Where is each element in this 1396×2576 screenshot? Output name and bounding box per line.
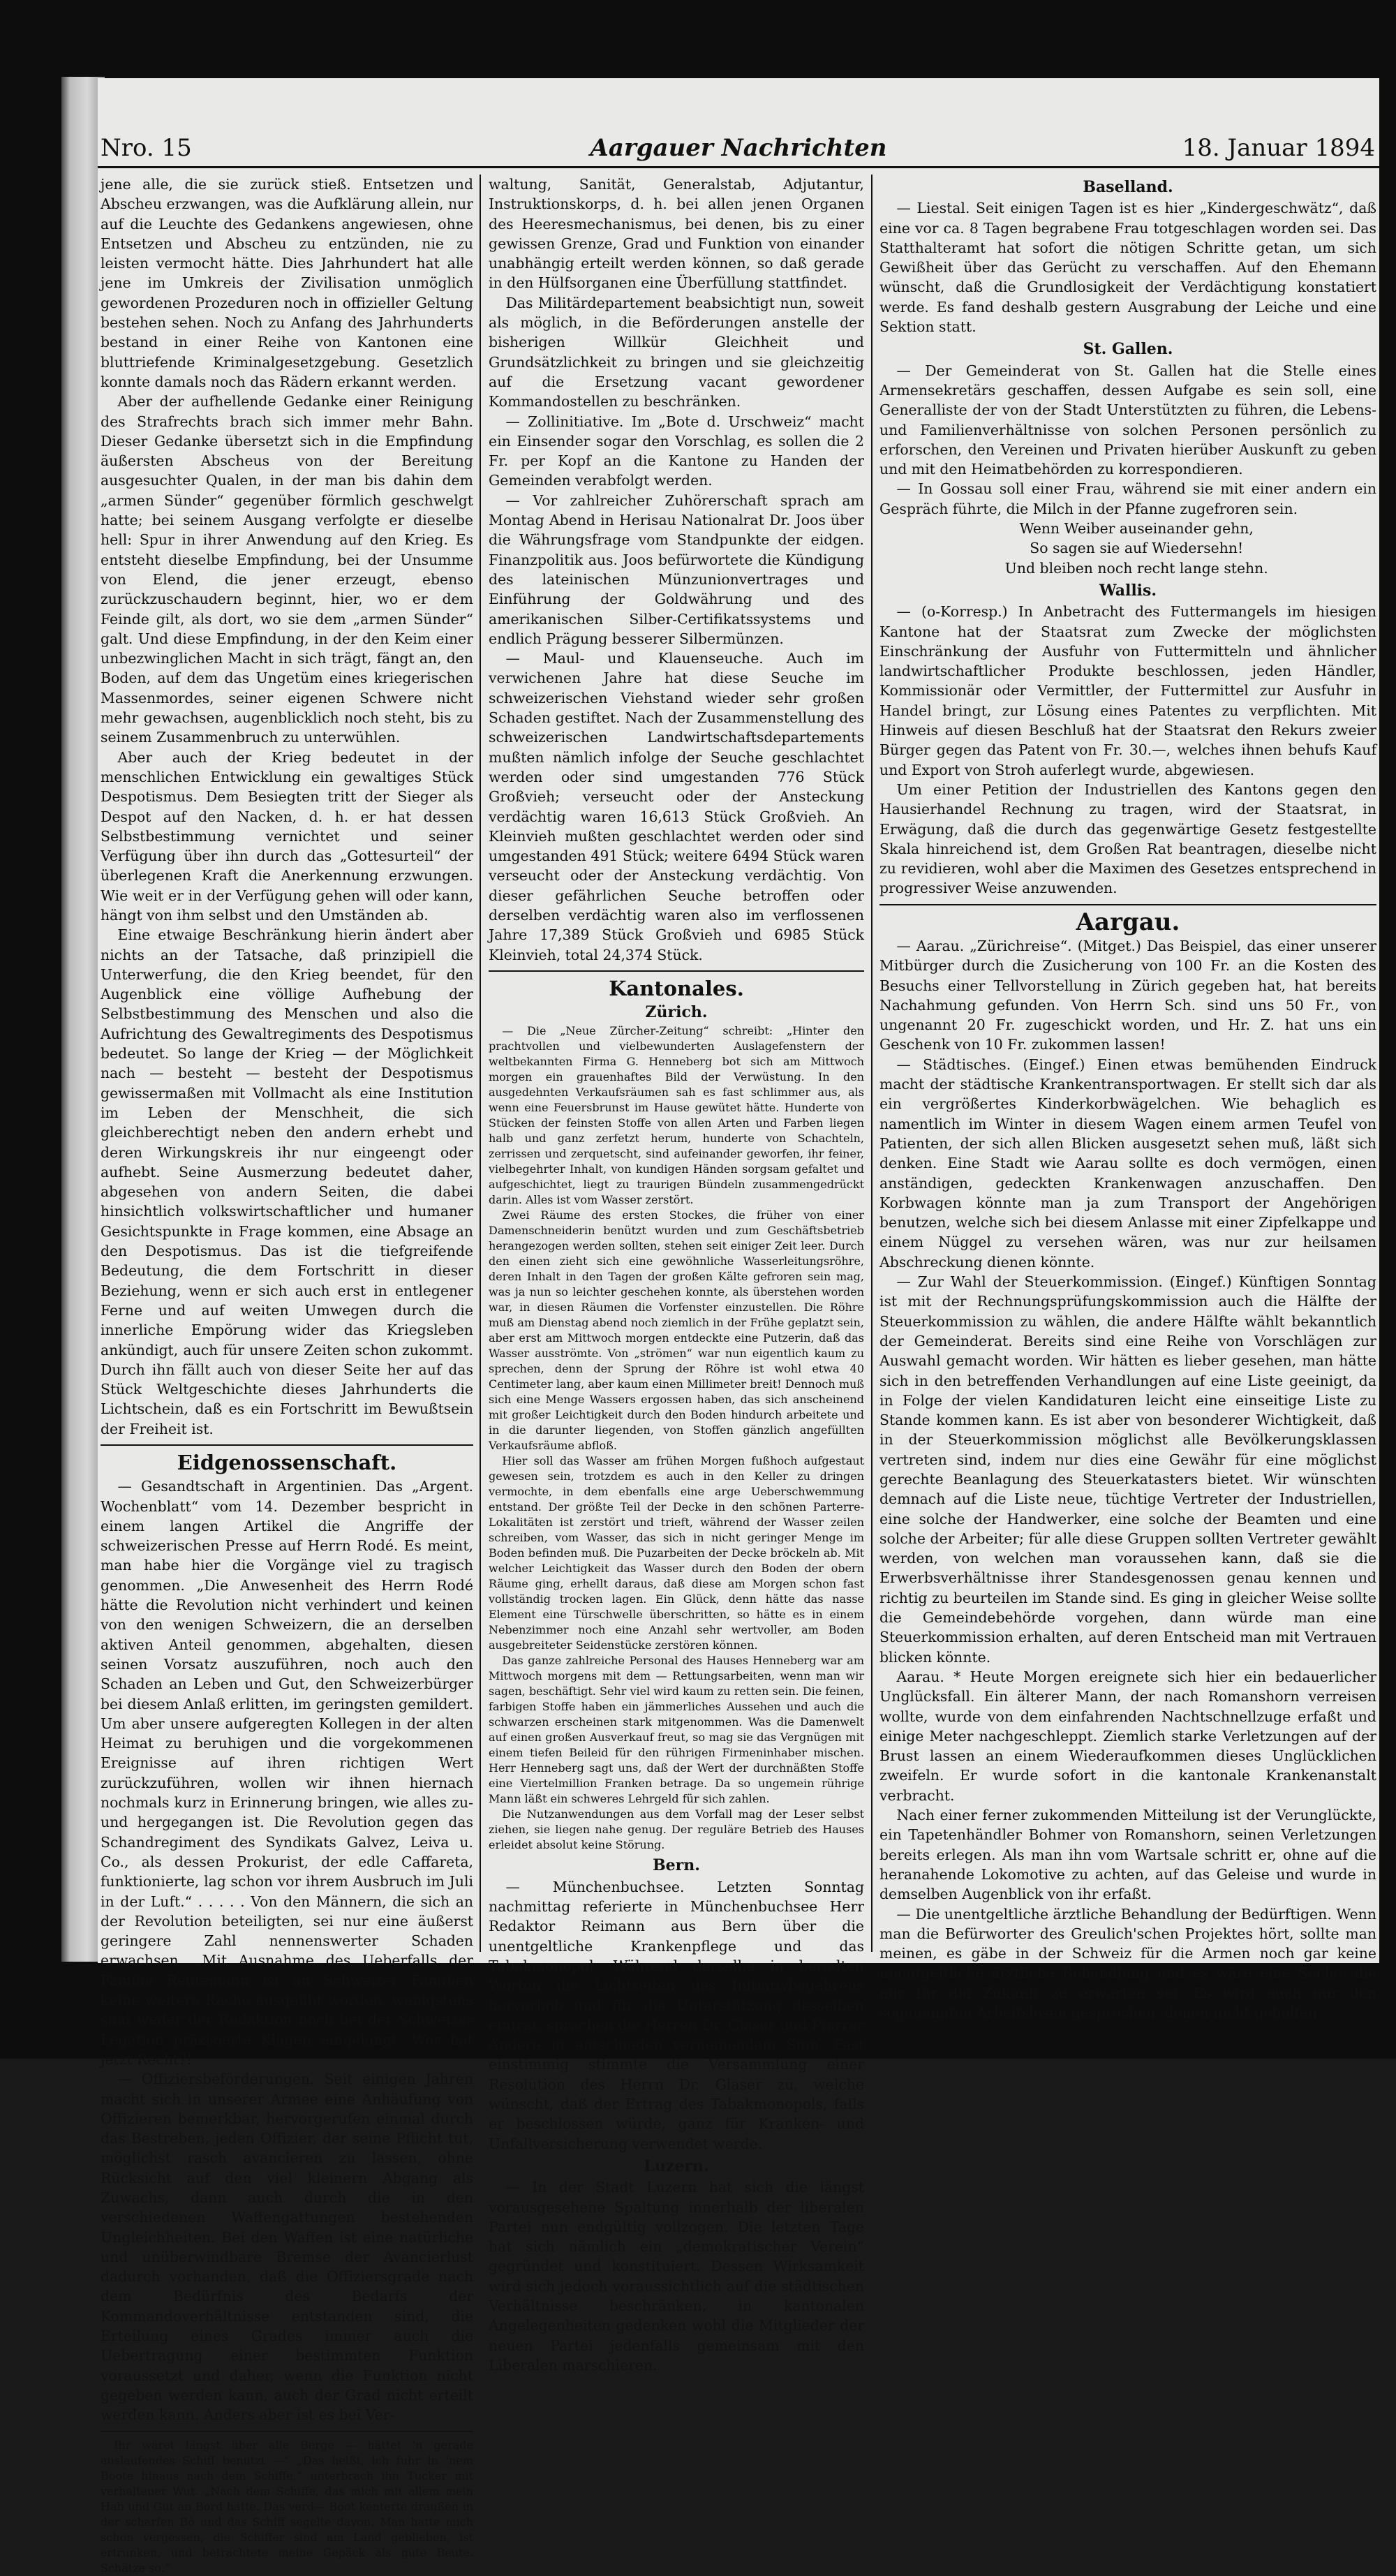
article: Das ganze zahlreiche Personal des Hauses Henneberg war am Mittwoch morgens mit dem — Rettungsarbeiten, wenn man wir sagen, beschäftigt. Sehr viel wird kaum zu retten sein. Die feinen, farbigen Stoffe haben ein jämmerliches Aussehen und auch die schwarzen erscheinen stark mitgenommen. Was die Damenwelt auf einen großen Ausverkauf freut, so mag sie das Vergnügen mit einem tiefen Beileid für den rührigen Firmeninhaber mischen. Herr Henneberg sagt uns, daß der Wert der durchnäßten Stoffe eine Viertelmillion Franken betrage. Da so ungemein rührige Mann läßt ein schweres Lehrgeld für sich zahlen.	[489, 1654, 864, 1806]
paragraph: Das Militärdepartement beabsichtigt nun, soweit als möglich, in die Beförderungen anstelle der bisherigen Willkür Gleichheit und Grundsätzlichkeit zu bringen und sie gleichzeitig auf die Ersetzung vacant gewordener Kommandostellen zu beschränken.	[489, 294, 864, 410]
article: — Die unentgeltliche ärztliche Behandlung der Bedürftigen. Wenn man die Befürworter des Greulich'schen Projektes hört, sollte man meinen, es gäbe in der Schweiz für die Armen noch gar keine unentgeltliche ärztliche Behandlung und es wäre eine Sache, die nur für die Zukunft zu erwarten sei. Es wird auch nur den sogenannten Arbeitslosen gesprochen, denen nicht geholfen	[879, 1905, 1376, 2022]
section-heading: Eidgenossenschaft.	[177, 1451, 397, 1474]
paragraph: Aber der aufhellende Gedanke einer Reinigung des Strafrechts brach sich immer mehr Bahn. Dieser Gedanke übersetzt sich in die Empfindung äußersten Abscheus von der Bereitung ausgesuchter Qualen, in der man bis dahin dem „armen Sünder“ gegenüber förmlich geschwelgt hatte; bei seinem Ausgang verfolgte er dieselbe hell: Spur in ihrer Anwendung auf den Krieg. Es entsteht dieselbe Empfindung, bei der Unsumme von Elend, die jener erzeugt, ebenso zurückzuschaudern beginnt, hier, wo er dem Feinde gilt, als dort, wo sie dem „armen Sünder“ galt. Und diese Empfindung, in der den Keim einer unbezwinglichen Macht in sich trägt, fängt an, den Boden, auf dem das Ungetüm eines kriegerischen Massenmordes, seiner eigenen Schwere nicht mehr gewachsen, augenblicklich noch steht, bis zu seinem Zusammenbruch zu unterwühlen.	[101, 393, 473, 746]
article: — In der Stadt Luzern hat sich die längst vorausgesehene Spaltung innerhalb der liberalen Partei nun endgültig vollzogen. Die letzten Tage hat sich nämlich ein „demokratischer Verein“ gegründet und konstituiert. Dessen Wirksamkeit wird sich jedoch voraussichtlich auf die städtischen Verhältnisse beschränken, in kantonalen Angelegenheiten gedenken wohl die Mitglieder der neuen Partei jedenfalls gemeinsam mit den Liberalen marschieren.	[489, 2179, 864, 2374]
article: Hier soll das Wasser am frühen Morgen fußhoch aufgestaut gewesen sein, trotzdem es auch in den Keller zu dringen vermochte, in dem ebenfalls eine arge Ueberschwemmung entstand. Der größte Teil der Decke in den schönen Parterre-Lokalitäten ist zerstört und trieft, während der Wasser zeilen schreiben, vom Wasser, das sich in nicht geringer Menge im Boden befinden muß. Die Puzarbeiten der Decke bröckeln ab. Mit welcher Leichtigkeit das Wasser durch den Boden der obern Räume ging, erhellt daraus, daß diese am Morgen schon fast vollständig trocken lagen. Ein Glück, denn hätte das nasse Element eine Türschwelle überschritten, so hätte es in einem Nebenzimmer noch eine Anzahl sehr wertvoller, am Boden ausgebreiteter Seidenstücke zerstören können.	[489, 1454, 864, 1652]
feuilleton-text: Ihr wäret längst über alle Berge — hättet 'n gerade auslaufendes Schiff benutzt —“ „Das heißt, ich fuhr in 'nem Boote hinaus nach dem Schiffe,“ unterbrach ihn Tucker mit verhaltener Wut. „Nach dem Schiffe, das mich mit allem mein Hab und Gut an Bord hatte. Das verd— Boot kenterte draußen in der scharfen Bö und das Schiff segelte davon. Man hatte mich schon vergessen, die Schiffer sind am Land geblieben, ist ertrunken, und betrachtete meine Gepäck als gute Beute. Schätze so.“	[101, 2438, 473, 2575]
article: — Maul- und Klauenseuche. Auch im verwichenen Jahre hat diese Seuche im schweizerischen Viehstand wieder sehr großen Schaden gestiftet. Nach der Zusammenstellung des schweizerischen Landwirtschaftsdepartements mußten nämlich infolge der Seuche geschlachtet werden oder sind umgestanden 776 Stück Großvieh; verseucht oder der Ansteckung verdächtig waren 16,613 Stück Großvieh. An Kleinvieh mußten geschlachtet werden oder sind umgestanden 491 Stück; weitere 6494 Stück waren verseucht oder der Ansteckung verdächtig. Von dieser gefährlichen Seuche betroffen oder derselben verdächtig waren also im verflossenen Jahre 17,389 Stück Großvieh und 6985 Stück Kleinvieh, total 24,374 Stück.	[489, 650, 864, 963]
masthead-title: Aargauer Nachrichten	[590, 134, 887, 162]
feuilleton-rule	[101, 2431, 473, 2432]
canton-heading: Wallis.	[1099, 581, 1157, 600]
article: Um einer Petition der Industriellen des Kantons gegen den Hausierhandel Rechnung zu tragen, wird der Staatsrat, in Erwägung, daß die durch das gegenwärtige Gesetz festgestellte Skala hinreichend ist, dem Großen Rat beantragen, dieselbe nicht zu revidieren, wohl aber die Maximen des Gesetzes entsprechend in progressiver Weise anzuwenden.	[879, 780, 1376, 897]
verse-line: Wenn Weiber auseinander gehn,	[1019, 520, 1254, 538]
article: — Die „Neue Zürcher-Zeitung“ schreibt: „Hinter den prachtvollen und vielbewunderten Auslagefenstern der weltbekannten Firma G. Henneberg bot sich am Mittwoch morgen ein grauenhaftes Bild der Verwüstung. In den ausgedehnten Verkaufsräumen sah es fast schlimmer aus, als wenn eine Feuersbrunst im Hause gewütet hätte. Hunderte von Stücken der feinsten Stoffe von allen Arten und Farben liegen halb und ganz zerfetzt herum, hunderte von Schachteln, zerrissen und zerquetscht, sind aufeinander geworfen, ihr feiner, vielbegehrter Inhalt, von kundigen Händen sorgsam gefaltet und aufgeschichtet, liegt zu traurigen Bündeln zusammengedrückt darin. Alles ist vom Wasser zerstört.	[489, 1024, 864, 1207]
column-2	[489, 175, 864, 2375]
section-rule	[101, 1444, 473, 1446]
section-rule	[489, 970, 864, 972]
article: — In Gossau soll einer Frau, während sie mit einer andern ein Gespräch führte, die Milch in der Pfanne zugefroren sein.	[879, 480, 1376, 517]
article: — Der Gemeinderat von St. Gallen hat die Stelle eines Armensekretärs geschaffen, dessen Aufgabe es sein soll, eine Generalliste der von der Stadt Unterstützten zu führen, die Lebens- und Familienverhältnisse von solchen Personen persönlich zu erforschen, den Vereinen und Privaten hierüber Auskunft zu geben und mit den Heimatbehörden zu korrespondieren.	[879, 362, 1376, 478]
paragraph: jene alle, die sie zurück stieß. Entsetzen und Abscheu erzwangen, was die Aufklärung allein, nur auf die Leuchte des Gedankens angewiesen, ohne Entsetzen und Abscheu zu entzünden, nie zu leisten vermocht hätte. Dies Jahrhundert hat alle jene im Umkreis der Zivilisation unmöglich gewordenen Prozeduren noch in offizieller Geltung bestehen sehen. Noch zu Anfang des Jahrhunderts bestand in einer Reihe von Kantonen eine bluttriefende Kriminalgesetzgebung. Gesetzlich konnte damals noch das Rädern erkannt werden.	[101, 176, 473, 390]
article: — Zollinitiative. Im „Bote d. Urschweiz“ macht ein Einsender sogar den Vorschlag, es sollen die 2 Fr. per Kopf an die Kantone zu Handen der Gemeinden verabfolgt werden.	[489, 413, 864, 489]
issue-date: 18. Januar 1894	[1182, 134, 1375, 162]
column-1	[101, 175, 473, 2576]
paragraph: Aber auch der Krieg bedeutet in der menschlichen Entwicklung ein gewaltiges Stück Despotismus. Dem Besiegten tritt der Sieger als Despot auf den Nacken, d. h. er hat dessen Selbstbestimmung vernichtet und seiner Verfügung über ihn durch das „Gottesurteil“ der überlegenen Kraft die Anerkennung erzwungen. Wie weit er in der Verfügung gehen will oder kann, hängt von ihm selbst und den Umständen ab.	[101, 748, 473, 924]
article: Die Nutzanwendungen aus dem Vorfall mag der Leser selbst ziehen, sie liegen nahe genug. Der reguläre Betrieb des Hauses erleidet absolut keine Störung.	[489, 1807, 864, 1852]
column-divider-2	[871, 175, 872, 1952]
article: — Zur Wahl der Steuerkommission. (Eingef.) Künftigen Sonntag ist mit der Rechnungsprüfungskommission auch die Hälfte der Steuerkommission zu wählen, die andere Hälfte wählt bekanntlich der Gemeinderat. Bereits sind eine Reihe von Vorschlägen zur Auswahl gemacht worden. Wir hätten es lieber gesehen, man hätte sich in den betreffenden Verhandlungen auf eine Liste geeinigt, da in Folge der vielen Kandidaturen leicht eine einseitige Liste zu Stande kommen kann. Es ist aber von besonderer Wichtigkeit, daß in der Steuerkommission möglichst alle Bevölkerungsklassen vertreten sind, indem nur dies eine Gewähr für eine möglichst gerechte Beanlagung des Steuerkatasters bietet. Wir wünschten demnach auf die Liste neue, tüchtige Vertreter der Industriellen, eine solche der Handwerker, eine solche der Beamten und eine solche der Arbeiter; für alle diese Gruppen sollten Vertreter gewählt werden, von welchen man voraussehen kann, daß sie die Erwerbsverhältnisse ihrer Standesgenossen genau kennen und richtig zu beurteilen im Stande sind. Es ging in gleicher Weise sollte die Gemeindebehörde vorgehen, dann würde man eine Steuerkommission erhalten, auf deren Entscheid man mit Vertrauen blicken könnte.	[879, 1273, 1376, 1666]
column-divider-1	[480, 175, 481, 1952]
article: — (o-Korresp.) In Anbetracht des Futtermangels im hiesigen Kantone hat der Staatsrat zum Zwecke der möglichsten Einschränkung der Ausfuhr von Futtermitteln und ähnlicher landwirtschaftlicher Produkte beschlossen, jeden Händler, Kommissionär oder Vermittler, der Futtermittel zur Ausfuhr in Handel bringt, zur Lösung eines Patentes zu verpflichten. Mit Hinweis auf diesen Beschluß hat der Staatsrat den Rekurs zweier Bürger gegen das Patent von Fr. 30.—, welches ihnen behufs Kauf und Export von Stroh auferlegt wurde, abgewiesen.	[879, 603, 1376, 778]
article: — Gesandtschaft in Argentinien. Das „Argent. Wochenblatt“ vom 14. Dezember bespricht in einem langen Artikel die Angriffe der schweizerischen Presse auf Herrn Rodé. Es meint, man habe hier die Vorgänge viel zu tragisch genommen. „Die Anwesenheit des Herrn Rodé hätte die Revolution nicht verhindert und keinen von den wenigen Schweizern, die an derselben aktiven Anteil genommen, abgehalten, diesen seinen Vorsatz auszuführen, noch auch den Schaden an Leben und Gut, den Schweizerbürger bei diesem Anlaß erlitten, im geringsten gemildert. Um aber unsere aufgeregten Kollegen in der alten Heimat zu beruhigen und die vorgekommenen Ereignisse auf ihren richtigen Wert zurückzuführen, wollen wir ihnen hiernach nochmals kurz in Erinnerung bringen, wie alles zu- und hergegangen ist. Die Revolution gegen das Schandregiment des Syndikats Galvez, Leiva u. Co., als dessen Prokurist, der edle Caffareta, funktionierte, lag schon vor ihrem Ausbruch im Juli in der Luft.“ . . . . . Von den Männern, die sich an der Revolution beteiligten, sei nur eine äußerst geringere Zahl nennenswerter Schaden erwachsen. „Mit Ausnahme des Ueberfalls der Familie Reutemann ist an Schweizer Familien keine weitere Rache ausgeübt worden, wenigstens sind weder der Redaktion noch bei der Schweizer Legation präzisierte Klagen eingelangt. Wer hat jetzt Recht?!	[101, 1478, 473, 2068]
canton-heading: Bern.	[653, 1856, 700, 1875]
article: — Städtisches. (Eingef.) Einen etwas bemühenden Eindruck macht der städtische Krankentransportwagen. Er stellt sich dar als ein vergrößertes Kinderkorbwägelchen. Wie behaglich es namentlich im Winter in diesem Wagen einem armen Teufel von Patienten, der sich allen Blicken ausgesetzt sehen muß, läßt sich denken. Eine Stadt wie Aarau sollte es doch vermögen, einen anständigen, gedeckten Krankenwagen anzuschaffen. Den Korbwagen könnte man ja zum Transport der Angehörigen benutzen, welche sich bei diesem Anlasse mit einer Zipfelkappe und einem Nüggel zu versehen wären, was nur zur heilsamen Abschreckung dienen könnte.	[879, 1056, 1376, 1271]
paragraph: Eine etwaige Beschränkung hierin ändert aber nichts an der Tatsache, daß prinzipiell die Unterwerfung, die den Krieg beendet, für den Augenblick eine völlige Aufhebung der Selbstbestimmung des Menschen und also die Aufrichtung des Gewaltregiments des Despotismus bedeutet. So lange der Krieg — der Möglichkeit nach — besteht — besteht der Despotismus gewissermaßen mit Vollmacht als eine Institution im Leben der Menschheit, die sich gleichberechtigt neben den andern erhebt und deren Wirkungskreis ihr nur eingeengt oder aufhebt. Seine Ausmerzung bedeutet daher, abgesehen von andern Seiten, die dabei hinsichtlich volkswirtschaftlicher und humaner Gesichtspunkte in Frage kommen, eine Absage an den Despotismus. Das ist die tiefgreifende Bedeutung, die dem Fortschritt in dieser Beziehung, wenn er sich auch erst in entlegener Ferne und auf weiten Umwegen durch die innerliche Empörung wider das Kriegsleben ankündigt, auch für unsere Zeiten schon zukommt. Durch ihn fällt auch von dieser Seite her auf das Stück Weltgeschichte dieses Jahrhunderts die Lichtschein, daß es ein Fortschritt im Bewußtsein der Freiheit ist.	[101, 926, 473, 1437]
header-rule	[98, 166, 1379, 168]
section-rule	[879, 904, 1376, 905]
newspaper-page	[98, 78, 1379, 2575]
issue-number: Nro. 15	[101, 134, 192, 162]
article: — Offiziersbeförderungen. Seit einigen Jahren macht sich in unserer Armee eine Anhäufung von Offizieren bemerkbar, hervorgerufen einmal durch das Bestreben, jeden Offizier, der seine Pflicht tut, möglichst rasch avancieren zu lassen, ohne Rücksicht auf den viel kleinern Abgang als Zuwachs, dann auch durch die in den verschiedenen Waffengattungen bestehenden Ungleichheiten. Bei den Waffen ist eine natürliche und unüberwindbare Bremse der Avancierlust dadurch vorhanden, daß die Offiziersgrade nach dem Bedürfnis des Bedarfs der Kommandoverhältnisse entstanden sind, die Erteilung eines Grades immer auch die Uebertragung einer bestimmten Funktion voraussetzt und daher, wenn die Funktion nicht gegeben werden kann, auch der Grad nicht erteilt werden kann. Anders aber ist es bei Ver-	[101, 2071, 473, 2424]
article: — Vor zahlreicher Zuhörerschaft sprach am Montag Abend in Herisau Nationalrat Dr. Joos über die Währungsfrage vom Standpunkte der eidgen. Finanzpolitik aus. Joos befürwortete die Kündigung des lateinischen Münzunionvertrages und Einführung der Goldwährung und des amerikanischen Silber-Certifikatssystems und endlich Prägung besserer Silbermünzen.	[489, 491, 864, 647]
canton-heading: St. Gallen.	[1083, 340, 1173, 359]
article: Zwei Räume des ersten Stockes, die früher von einer Damenschneiderin benützt wurden und zum Geschäftsbetrieb herangezogen werden sollten, stehen seit einiger Zeit leer. Durch den einen zieht sich eine gewöhnliche Wasserleitungsröhre, deren Inhalt in den Tagen der großen Kälte gefroren sein mag, was ja nun so leichter geschehen konnte, als überstehen worden war, in diesen Räumen die Vorfenster einzustellen. Die Röhre muß am Dienstag abend noch ziemlich in der Frühe geplatzt sein, aber erst am Mittwoch morgen entdeckte eine Putzerin, daß das Wasser ausströmte. Von „strömen“ war nun eigentlich kaum zu sprechen, denn der Sprung der Röhre ist wohl etwa 40 Centimeter lang, aber kaum einen Millimeter breit! Dennoch muß sich eine Menge Wassers ergossen haben, das sich anscheinend mit großer Leichtigkeit durch den Boden hindurch arbeitete und in die darunter liegenden, von Stoffen gänzlich angefüllten Verkaufsräume abfloß.	[489, 1208, 864, 1453]
article: — Münchenbuchsee. Letzten Sonntag nachmittag referierte in Münchenbuchsee Herr Redaktor Reimann aus Bern über die unentgeltliche Krankenpflege und das Tabakmonopol. Während derselbe in beredten Worten die Lichtseiten des Initiativbegehrens hervorhob und für die Unterstützung desselben eintrat, sprachen die Herren Dr. Glaser und Pfarrer Andere in entschieden verneinendem Sinn. Fast einstimmig stimmte die Versammlung einer Resolution des Herrn Dr. Glaser zu, welche wünscht, daß der Ertrag des Tabakmonopols, falls er beschlossen würde, ganz für Kranken- und Unfallversicherung verwendet werde.	[489, 1878, 864, 2152]
section-heading: Kantonales.	[609, 976, 744, 1000]
article: Aarau. * Heute Morgen ereignete sich hier ein bedauerlicher Unglücksfall. Ein älterer Mann, der nach Romanshorn verreisen wollte, wurde von dem einfahrenden Nachtschnellzuge erfaßt und einige Meter nachgeschleppt. Ziemlich starke Verletzungen auf der Brust lassen an einem Wiederaufkommen dieses Unglücklichen zweifeln. Er wurde sofort in die kantonale Krankenanstalt verbracht.	[879, 1668, 1376, 1804]
article: — Liestal. Seit einigen Tagen ist es hier „Kindergeschwätz“, daß eine vor ca. 8 Tagen begrabene Frau totgeschlagen worden sei. Das Statthalteramt hat sofort die nötigen Schritte getan, um sich Gewißheit über das Gerücht zu verschaffen. Auf den Ehemann wünscht, daß die Grundlosigkeit der Verdächtigung konstatiert werde. Es fand deshalb gestern Ausgrabung der Leiche und eine Sektion statt.	[879, 200, 1376, 336]
section-heading: Aargau.	[1076, 908, 1180, 936]
verse-line: Und bleiben noch recht lange stehn.	[1004, 559, 1268, 577]
column-3	[879, 175, 1376, 2022]
article: — Aarau. „Zürichreise“. (Mitget.) Das Beispiel, das einer unserer Mitbürger durch die Zusicherung von 100 Fr. an die Kosten des Besuchs einer Tellvorstellung in Zürich gegeben hat, hat bereits Nachahmung gefunden. Von Herrn Sch. sind uns 50 Fr., von ungenannt 20 Fr. zugeschickt worden, und Hr. Z. hat uns ein Geschenk von 10 Fr. zukommen lassen!	[879, 937, 1376, 1053]
article: Nach einer ferner zukommenden Mitteilung ist der Verunglückte, ein Tapetenhändler Bohmer von Romanshorn, seinen Verletzungen bereits erlegen. Als man ihn vom Wartsale schritt er, ohne auf die heranahende Lokomotive zu achten, auf das Geleise und wurde in demselben Augenblick von ihr erfaßt.	[879, 1807, 1376, 1903]
canton-heading: Baselland.	[1083, 178, 1173, 196]
canton-heading: Luzern.	[644, 2156, 709, 2175]
paragraph: waltung, Sanität, Generalstab, Adjutantur, Instruktionskorps, d. h. bei allen jenen Organen des Heeresmechanismus, bei denen, bis zu einer gewissen Grenze, Grad und Funktion von einander unabhängig erteilt werden können, so daß gerade in den Hülfsorganen eine Überfüllung stattfindet.	[489, 176, 864, 292]
canton-heading: Zürich.	[645, 1003, 708, 1022]
verse-line: So sagen sie auf Wiedersehn!	[1030, 540, 1244, 557]
